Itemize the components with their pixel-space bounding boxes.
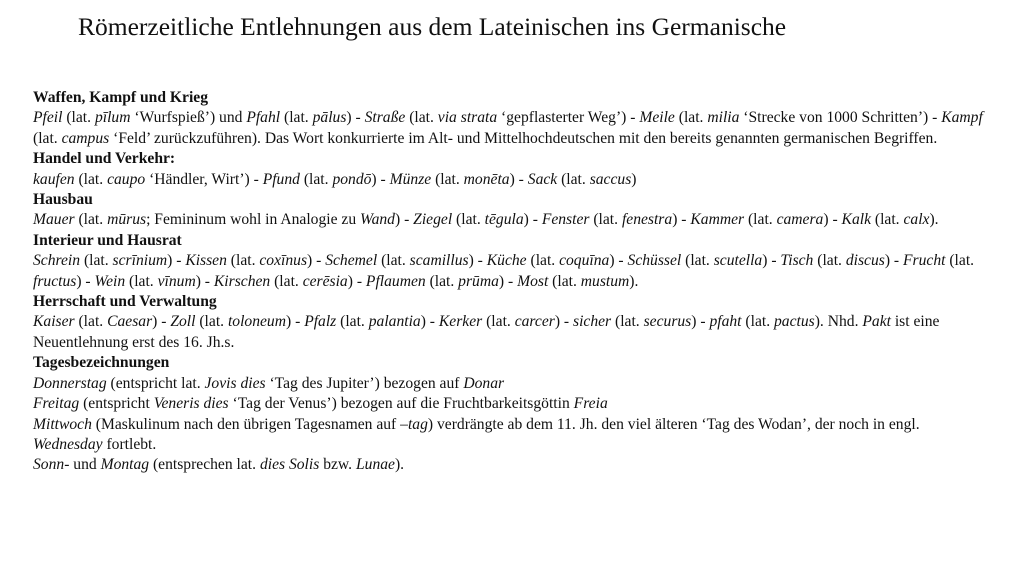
section-paragraph bbox=[33, 374, 991, 394]
italic-term: Kampf bbox=[941, 109, 983, 127]
text-run: ) - bbox=[152, 313, 171, 331]
text-run: fortlebt. bbox=[102, 435, 157, 453]
text-run: (lat. bbox=[744, 211, 777, 229]
text-run: (lat. bbox=[431, 170, 464, 188]
italic-term: Sonn- bbox=[33, 456, 70, 474]
text-run: (Maskulinum nach den übrigen Tagesnamen auf bbox=[91, 415, 401, 433]
text-run: (lat. bbox=[589, 211, 622, 229]
text-run: (lat. bbox=[80, 252, 113, 270]
italic-term: mustum bbox=[580, 272, 630, 290]
text-run: (lat. bbox=[226, 252, 260, 270]
text-run: (lat. bbox=[482, 313, 515, 331]
text-run: ) - bbox=[523, 211, 542, 229]
text-run: ) - bbox=[76, 272, 95, 290]
text-run: (lat. bbox=[405, 109, 438, 127]
italic-term: Lunae bbox=[355, 456, 395, 474]
section-paragraph bbox=[33, 455, 991, 475]
text-run: ) - bbox=[498, 272, 518, 290]
italic-term: Mauer bbox=[33, 211, 75, 229]
italic-term: Pflaumen bbox=[365, 272, 426, 290]
italic-term: monēta bbox=[463, 170, 510, 188]
text-run: (lat. bbox=[548, 272, 581, 290]
italic-term: mūrus bbox=[107, 211, 147, 229]
italic-term: Kerker bbox=[438, 313, 483, 331]
italic-term: Caesar bbox=[107, 313, 153, 331]
section-heading: Hausbau bbox=[33, 191, 93, 209]
text-run: (lat. bbox=[945, 252, 975, 270]
text-run: (lat. bbox=[74, 211, 108, 229]
section-paragraph bbox=[33, 251, 991, 292]
section-heading: Handel und Verkehr: bbox=[33, 150, 176, 168]
text-run: ). bbox=[929, 211, 939, 229]
italic-term: coxīnus bbox=[259, 252, 308, 270]
section-heading: Waffen, Kampf und Krieg bbox=[33, 89, 209, 106]
italic-term: Ziegel bbox=[413, 211, 453, 229]
italic-term: Schüssel bbox=[627, 252, 682, 270]
text-run: ) - bbox=[307, 252, 326, 270]
text-run: ) - bbox=[691, 313, 710, 331]
text-run: ) - bbox=[167, 252, 186, 270]
section-paragraph bbox=[33, 210, 991, 230]
italic-term: campus bbox=[61, 129, 110, 147]
italic-term: tēgula bbox=[484, 211, 524, 229]
italic-term: fructus bbox=[33, 272, 77, 290]
text-run: ) bbox=[631, 170, 637, 188]
italic-term: Sack bbox=[527, 170, 558, 188]
text-run: (lat. bbox=[62, 109, 95, 127]
section-heading: Tagesbezeichnungen bbox=[33, 354, 170, 372]
italic-term: kaufen bbox=[33, 170, 75, 188]
text-run: (lat. bbox=[452, 211, 485, 229]
italic-term: camera bbox=[776, 211, 824, 229]
text-run: (lat. bbox=[33, 129, 62, 147]
text-run: ‘Tag der Venus’) bezogen auf die Fruchtbarkeitsgöttin bbox=[228, 395, 574, 413]
text-run: ‘Strecke von 1000 Schritten’) - bbox=[739, 109, 942, 127]
text-run: ‘Händler, Wirt’) - bbox=[145, 170, 263, 188]
italic-term: scamillus bbox=[409, 252, 469, 270]
text-run: (lat. bbox=[125, 272, 158, 290]
text-run: ) - bbox=[762, 252, 781, 270]
italic-term: Donar bbox=[463, 374, 505, 392]
italic-term: Pakt bbox=[862, 313, 891, 331]
text-run: (entspricht lat. bbox=[106, 374, 205, 392]
section-heading: Herrschaft und Verwaltung bbox=[33, 293, 217, 311]
italic-term: Kaiser bbox=[33, 313, 75, 331]
italic-term: Fenster bbox=[541, 211, 590, 229]
italic-term: scrīnium bbox=[112, 252, 168, 270]
italic-term: Most bbox=[517, 272, 549, 290]
text-run: ) - bbox=[195, 272, 214, 290]
text-run: ) - bbox=[420, 313, 439, 331]
italic-term: Kirschen bbox=[213, 272, 271, 290]
text-run: ) - bbox=[609, 252, 628, 270]
text-run: (lat. bbox=[681, 252, 714, 270]
text-run: ) - bbox=[468, 252, 487, 270]
italic-term: carcer bbox=[514, 313, 555, 331]
section-paragraph bbox=[33, 170, 991, 190]
italic-term: securus bbox=[643, 313, 692, 331]
italic-term: Küche bbox=[486, 252, 527, 270]
page-title: Römerzeitliche Entlehnungen aus dem Lateinischen ins Germanische bbox=[78, 12, 787, 41]
text-run: (lat. bbox=[195, 313, 228, 331]
italic-term: Schemel bbox=[325, 252, 378, 270]
section-paragraph bbox=[33, 394, 991, 414]
text-run: (lat. bbox=[377, 252, 410, 270]
text-run: (lat. bbox=[871, 211, 904, 229]
italic-term: Kalk bbox=[841, 211, 871, 229]
text-run: (lat. bbox=[425, 272, 459, 290]
text-run: (entsprechen lat. bbox=[149, 456, 260, 474]
section-heading: Interieur und Hausrat bbox=[33, 231, 182, 249]
italic-term: milia bbox=[707, 109, 740, 127]
italic-term: cerēsia bbox=[302, 272, 348, 290]
italic-term: Pfund bbox=[262, 170, 300, 188]
text-run: (lat. bbox=[280, 109, 313, 127]
text-run: (lat. bbox=[674, 109, 708, 127]
italic-term: Veneris dies bbox=[153, 395, 229, 413]
italic-term: dies Solis bbox=[259, 456, 320, 474]
italic-term: Frucht bbox=[903, 252, 946, 270]
text-run: (entspricht bbox=[79, 395, 154, 413]
italic-term: Mittwoch bbox=[33, 415, 92, 433]
italic-term: calx bbox=[903, 211, 930, 229]
italic-term: saccus bbox=[589, 170, 632, 188]
text-run: ist eine Neuentlehnung erst des 16. Jh.s. bbox=[33, 313, 940, 351]
italic-term: pālus bbox=[312, 109, 347, 127]
text-run: (lat. bbox=[611, 313, 644, 331]
text-run: (lat. bbox=[270, 272, 303, 290]
italic-term: Kissen bbox=[185, 252, 227, 270]
italic-term: Donnerstag bbox=[33, 374, 107, 392]
text-run: (lat. bbox=[299, 170, 333, 188]
italic-term: via strata bbox=[437, 109, 498, 127]
text-run: ) - bbox=[347, 272, 366, 290]
italic-term: pondō bbox=[332, 170, 372, 188]
text-run: ) - bbox=[672, 211, 691, 229]
italic-term: discus bbox=[845, 252, 885, 270]
italic-term: prūma bbox=[458, 272, 499, 290]
italic-term: caupo bbox=[107, 170, 146, 188]
section-paragraph bbox=[33, 312, 991, 353]
italic-term: pfaht bbox=[709, 313, 742, 331]
slide-body bbox=[33, 88, 991, 476]
text-run: und bbox=[69, 456, 101, 474]
italic-term: Münze bbox=[389, 170, 432, 188]
text-run: ‘gepflasterter Weg’) - bbox=[497, 109, 640, 127]
italic-term: Freia bbox=[573, 395, 608, 413]
text-run: ) - bbox=[554, 313, 574, 331]
text-run: ) - bbox=[884, 252, 904, 270]
text-run: (lat. bbox=[741, 313, 774, 331]
text-run: (lat. bbox=[74, 313, 108, 331]
text-run: ) verdrängte ab dem 11. Jh. den viel älteren ‘Tag des Wodan’, der noch in engl. bbox=[427, 415, 920, 433]
text-run: ) - bbox=[823, 211, 842, 229]
text-run: (lat. bbox=[557, 170, 590, 188]
italic-term: coquīna bbox=[559, 252, 610, 270]
italic-term: Schrein bbox=[33, 252, 81, 270]
text-run: ). bbox=[394, 456, 405, 474]
italic-term: Straße bbox=[364, 109, 406, 127]
section-paragraph bbox=[33, 415, 991, 456]
text-run: ). Nhd. bbox=[814, 313, 863, 331]
text-run: ‘Wurfspieß’) und bbox=[130, 109, 247, 127]
text-run: ‘Tag des Jupiter’) bezogen auf bbox=[265, 374, 464, 392]
text-run: (lat. bbox=[74, 170, 108, 188]
italic-term: Tisch bbox=[780, 252, 814, 270]
italic-term: Wednesday bbox=[33, 435, 103, 453]
italic-term: Jovis dies bbox=[204, 374, 266, 392]
text-run: ; Femininum wohl in Analogie zu bbox=[146, 211, 361, 229]
italic-term: vīnum bbox=[157, 272, 196, 290]
italic-term: Pfalz bbox=[304, 313, 337, 331]
italic-term: scutella bbox=[713, 252, 763, 270]
italic-term: palantia bbox=[368, 313, 421, 331]
italic-term: toloneum bbox=[227, 313, 286, 331]
italic-term: Freitag bbox=[33, 395, 80, 413]
italic-term: Pfeil bbox=[33, 109, 63, 127]
italic-term: Wand bbox=[360, 211, 395, 229]
text-run: ) - bbox=[509, 170, 528, 188]
italic-term: sicher bbox=[573, 313, 612, 331]
text-run: ‘Feld’ zurückzuführen). Das Wort konkurrierte im Alt- und Mittelhochdeutschen mit den bereits genannten germanischen Begriffen. bbox=[109, 129, 938, 147]
section-paragraph bbox=[33, 108, 991, 149]
italic-term: Meile bbox=[639, 109, 675, 127]
text-run: (lat. bbox=[813, 252, 846, 270]
italic-term: fenestra bbox=[621, 211, 673, 229]
text-run: ) - bbox=[346, 109, 365, 127]
italic-term: Pfahl bbox=[246, 109, 281, 127]
text-run: ) - bbox=[394, 211, 414, 229]
text-run: (lat. bbox=[336, 313, 369, 331]
text-run: ) - bbox=[286, 313, 305, 331]
text-run: ) - bbox=[371, 170, 390, 188]
italic-term: Wein bbox=[94, 272, 126, 290]
text-run: ). bbox=[629, 272, 639, 290]
italic-term: Montag bbox=[100, 456, 150, 474]
text-run: bzw. bbox=[319, 456, 356, 474]
italic-term: –tag bbox=[400, 415, 428, 433]
italic-term: Kammer bbox=[690, 211, 745, 229]
italic-term: pīlum bbox=[94, 109, 131, 127]
text-run: (lat. bbox=[526, 252, 560, 270]
italic-term: Zoll bbox=[170, 313, 196, 331]
italic-term: pactus bbox=[774, 313, 815, 331]
